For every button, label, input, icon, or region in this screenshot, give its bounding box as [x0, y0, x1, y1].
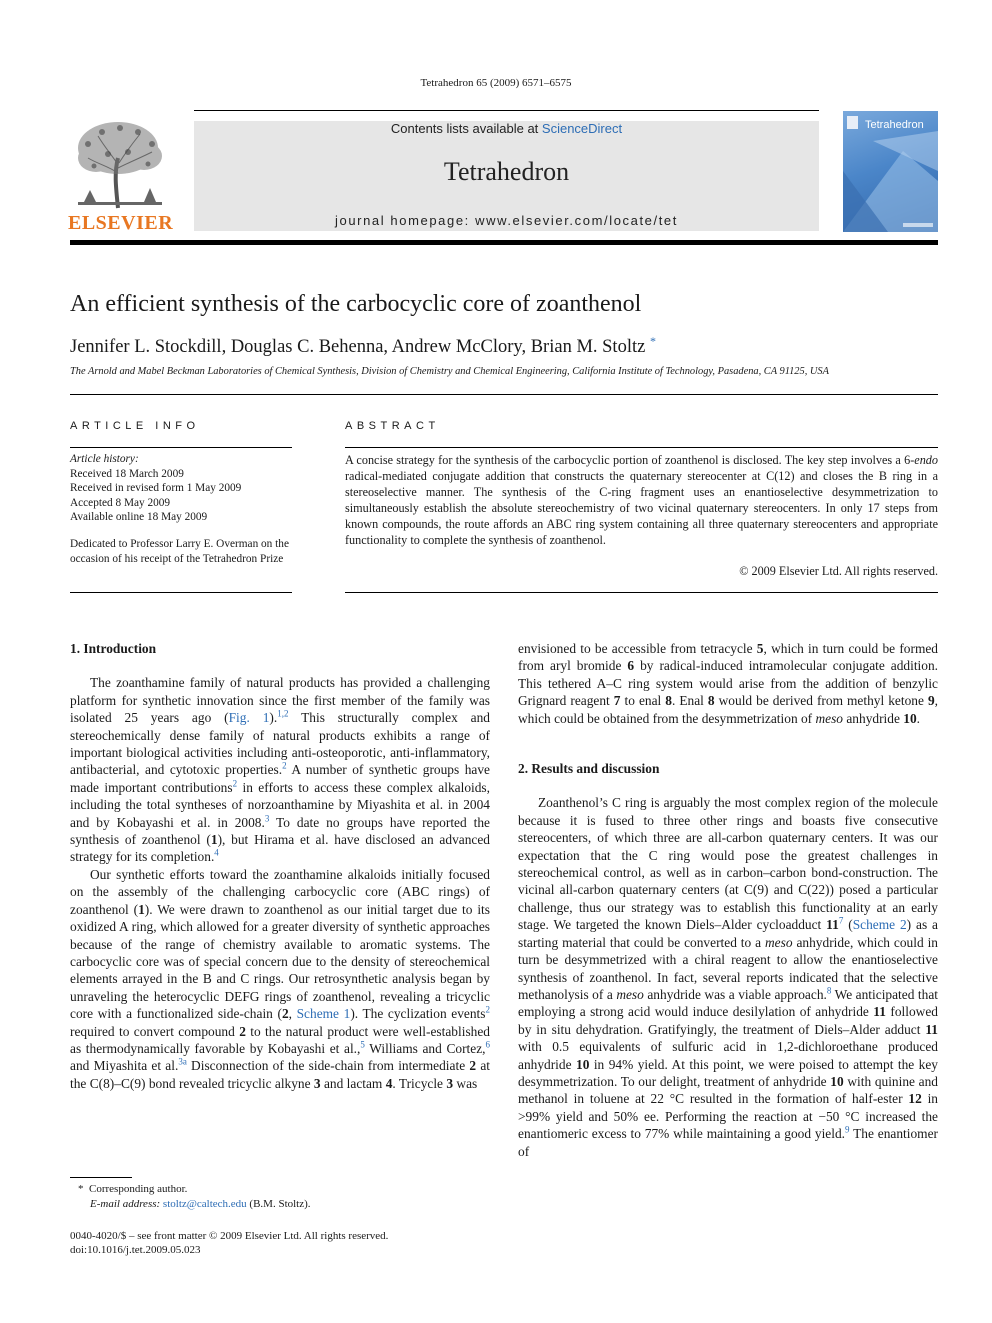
reference-link[interactable]: 1,2: [277, 708, 289, 719]
reference-link[interactable]: 9: [845, 1124, 850, 1135]
article-info-rule: [70, 447, 292, 448]
abstract-heading: ABSTRACT: [345, 420, 440, 432]
dedication: Dedicated to Professor Larry E. Overman on the occasion of his receipt of the Tetrahedron Prize: [70, 537, 289, 565]
front-matter: [70, 1229, 490, 1257]
abstract-italic: endo: [914, 453, 938, 467]
reference-link[interactable]: 3a: [178, 1056, 187, 1067]
reference-link[interactable]: 2: [282, 760, 287, 771]
elsevier-logo[interactable]: [68, 118, 172, 233]
reference-link[interactable]: 2: [232, 778, 238, 789]
right-column: [518, 640, 938, 1160]
contents-prefix: Contents lists available at: [390, 121, 542, 136]
results-paragraph-1: Zoanthenol’s C ring is arguably the most complex region of the molecule because it is fused to three other rings and boasts five consecutive stereocenters, of which three are all-carbon quaternary centers. It was our expectation that the C ring would pose the greatest challenges in stereochemical control, as well as in carbon–carbon bond-construction. The vicinal all-carbon quaternary centers (at C(9) and C(22)) posed a particular challenge, thus our strategy was to establish this functionality at an early stage. We targeted the known Diels–Alder cycloadduct $11^7$ (Scheme 2) as a starting material that could be converted to a meso anhydride, which could in turn be desymmetrized with a chiral reagent to allow the enantioselective synthesis of zoanthenol. In fact, several reports indicated that the selective methanolysis of a meso anhydride was a viable approach.$^8$ We anticipated that employing a strong acid would induce desilylation of anhydride 11 followed by in situ dehydration. Gratifyingly, the treatment of Diels–Alder adduct 11 with 0.5 equivalents of sulfuric acid in 1,2-dichloroethane produced anhydride 10 in 94% yield. At this point, we were poised to attempt the key desymmetrization. To our delight, treatment of anhydride 10 with quinine and methanol in toluene at 22 °C resulted in the formation of half-ester 12 in >99% yield and 50% ee. Performing the reaction at −50 °C increased the enantiomeric excess to 77% while maintaining a good yield.$^9$ The enantiomer of: [518, 795, 939, 1159]
issn-line: 0040-4020/$ – see front matter © 2009 Elsevier Ltd. All rights reserved.: [70, 1230, 389, 1242]
history-item: Received in revised form 1 May 2009: [70, 482, 242, 495]
journal-cover[interactable]: [843, 111, 938, 232]
affiliation-rule: [70, 394, 938, 395]
article-title: An efficient synthesis of the carbocyclic core of zoanthenol: [70, 291, 642, 317]
intro-paragraph-2: Our synthetic efforts toward the zoanthamine alkaloids initially focused on the assembly of the challenging carbocyclic core (ABC rings) of zoanthenol (1). We were drawn to zoanthenol as our initial target due to its oxidized A ring, which allowed for a greater diversity of synthetic approaches because of the range of chemistry available to aromatic systems. The carbocyclic core was of special concern due to the density of stereochemical elements arrayed in the B and C rings. Our retrosynthetic analysis began by unraveling the heterocyclic DEFG rings of zoanthenol, revealing a tricyclic core with a functionalized side-chain (2, Scheme 1). The cyclization events$^2$ required to convert compound 2 to the natural product were well-established as thermodynamically favorable by Kobayashi et al.,$^5$ Williams and Cortez,$^6$ and Miyashita et al.$^{3a}$ Disconnection of the side-chain from intermediate 2 at the C(8)–C(9) bond revealed tricyclic alkyne 3 and lactam 4. Tricycle 3 was: [70, 866, 491, 1091]
header-rule: [194, 110, 819, 111]
sciencedirect-link[interactable]: ScienceDirect: [541, 121, 623, 136]
elsevier-tree-icon: [68, 118, 172, 214]
journal-title: Tetrahedron: [443, 157, 570, 186]
history-item: Available online 18 May 2009: [70, 511, 208, 524]
journal-homepage[interactable]: journal homepage: www.elsevier.com/locate/tet: [335, 213, 678, 228]
abstract-text: [345, 452, 938, 548]
intro-paragraph-1: The zoanthamine family of natural products has provided a challenging platform for synthetic innovation since the first member of the family was isolated 25 years ago (Fig. 1).$^{1,2}$ This structurally complex and stereochemically dense family of natural products exhibits a range of important biological activities including anti-osteoporotic, anti-inflammatory, antibacterial, and cytotoxic properties.$^2$ A number of synthetic groups have made important contributions$^2$ in efforts to access these complex alkaloids, including the total syntheses of norzoanthamine by Miyashita et al. in 2004 and by Kobayashi et al. in 2008.$^3$ To date no groups have reported the synthesis of zoanthenol (1), but Hirama et al. have disclosed an advanced strategy for its completion.$^4$: [70, 675, 490, 865]
author-list: [70, 334, 656, 358]
contents-line: [194, 121, 819, 136]
affiliation: The Arnold and Mabel Beckman Laboratories of Chemical Synthesis, Division of Chemistry and Chemical Engineering, California Institute of Technology, Pasadena, CA 91125, USA: [70, 366, 829, 377]
history-item: Received 18 March 2009: [70, 467, 184, 480]
reference-link[interactable]: 3: [264, 813, 270, 824]
history-item: Accepted 8 May 2009: [70, 496, 171, 509]
reference-link[interactable]: 6: [485, 1039, 490, 1050]
left-column: [70, 640, 490, 1092]
history-label: Article history:: [70, 453, 139, 465]
abstract-part: A concise strategy for the synthesis of the carbocyclic portion of zoanthenol is disclosed. The key step involves a 6-: [345, 453, 915, 467]
authors-text: Jennifer L. Stockdill, Douglas C. Behenna, Andrew McClory, Brian M. Stoltz: [70, 337, 646, 358]
journal-citation: Tetrahedron 65 (2009) 6571–6575: [420, 77, 572, 89]
figure-1-link[interactable]: Fig. 1: [228, 710, 270, 726]
abstract-part: radical-mediated conjugate addition that constructs the quaternary stereocenter at C(12) and closes the B ring in a stereoselective manner. The synthesis of the C-ring fragment uses an enantioselective desymmetrization to simultaneously establish the absolute stereochemistry of two vicinal quaternary stereocenters. In only 17 steps from known compounds, the route affords an ABC ring system containing all three quaternary stereocenters and appropriate functionality to complete the synthesis of zoanthenol.: [345, 469, 938, 547]
reference-link[interactable]: 5: [360, 1039, 365, 1050]
article-info-bottom-rule: [70, 592, 292, 593]
continued-paragraph: envisioned to be accessible from tetracycle 5, which in turn could be formed from aryl bromide 6 by radical-induced intramolecular conjugate addition. This tethered A–C ring system would arise from the addition of benzylic Grignard reagent 7 to enal 8. Enal 8 would be derived from methyl ketone 9, which could be obtained from the desymmetrization of meso anhydride 10.: [518, 641, 939, 726]
reference-link[interactable]: 4: [214, 848, 219, 858]
email-link[interactable]: stoltz@caltech.edu: [162, 1198, 247, 1210]
results-heading: 2. Results and discussion: [518, 761, 660, 777]
footnote-mark: *: [78, 1183, 84, 1195]
reference-link[interactable]: 7: [838, 915, 844, 926]
footnote-label: Corresponding author.: [89, 1183, 188, 1195]
email-label: E-mail address:: [90, 1198, 161, 1210]
abstract-bottom-rule: [345, 592, 938, 593]
article-info: [70, 452, 292, 566]
footnote-rule: [70, 1177, 132, 1178]
cover-title: Tetrahedron: [865, 119, 924, 131]
publisher-logo-text: ELSEVIER: [68, 212, 174, 234]
header-thick-rule: [70, 240, 938, 245]
corresponding-author-mark[interactable]: *: [649, 334, 656, 348]
scheme-2-link[interactable]: Scheme 2: [852, 917, 907, 933]
abstract-rule: [345, 447, 938, 448]
abstract-copyright: © 2009 Elsevier Ltd. All rights reserved.: [739, 564, 938, 578]
doi-line[interactable]: doi:10.1016/j.tet.2009.05.023: [70, 1244, 201, 1256]
introduction-heading: 1. Introduction: [70, 641, 157, 656]
article-info-heading: ARTICLE INFO: [70, 420, 200, 432]
journal-banner: [194, 121, 819, 231]
corresponding-footnote: [70, 1182, 490, 1212]
scheme-1-link[interactable]: Scheme 1: [296, 1006, 351, 1022]
reference-link[interactable]: 2: [485, 1004, 490, 1015]
email-owner: (B.M. Stoltz).: [249, 1198, 311, 1210]
reference-link[interactable]: 8: [826, 985, 832, 996]
